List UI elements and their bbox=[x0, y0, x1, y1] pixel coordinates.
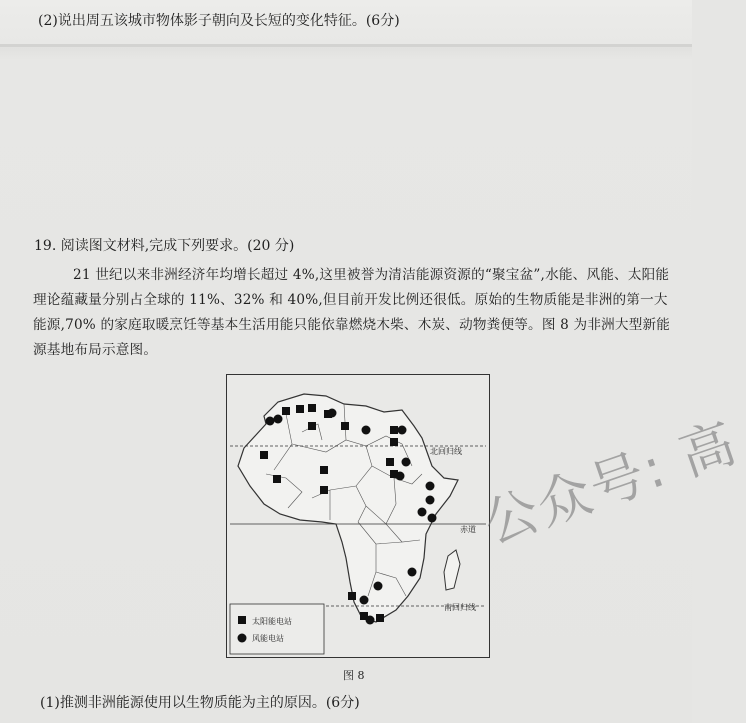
solar-station bbox=[376, 614, 384, 622]
wind-station bbox=[266, 417, 275, 426]
wind-station bbox=[426, 496, 435, 505]
legend bbox=[230, 604, 324, 654]
tropic-north-label: 北回归线 bbox=[430, 447, 462, 456]
solar-station bbox=[308, 422, 316, 430]
solar-station bbox=[308, 404, 316, 412]
wind-station bbox=[402, 458, 411, 467]
wind-station bbox=[396, 472, 405, 481]
wind-station bbox=[328, 409, 337, 418]
question-1: (1)推测非洲能源使用以生物质能为主的原因。(6分) bbox=[40, 695, 360, 711]
wind-station bbox=[408, 568, 417, 577]
legend-solar-label: 太阳能电站 bbox=[252, 617, 292, 626]
wind-station bbox=[418, 508, 427, 517]
wind-station bbox=[426, 482, 435, 491]
wind-station bbox=[274, 415, 283, 424]
question-2: (2)说出周五该城市物体影子朝向及长短的变化特征。(6分) bbox=[38, 13, 400, 29]
solar-station bbox=[341, 422, 349, 430]
solar-station bbox=[320, 466, 328, 474]
solar-station bbox=[386, 458, 394, 466]
solar-station bbox=[348, 592, 356, 600]
wind-station bbox=[398, 426, 407, 435]
solar-station bbox=[296, 405, 304, 413]
solar-station bbox=[273, 475, 281, 483]
equator-label: 赤道 bbox=[460, 525, 476, 534]
question-19-heading: 19. 阅读图文材料,完成下列要求。(20 分) bbox=[34, 238, 295, 254]
material-text: 21 世纪以来非洲经济年均增长超过 4%,这里被誉为清洁能源资源的“聚宝盆”,水能、风能、太阳能理论蕴藏量分别占全球的 11%、32% 和 40%,但目前开发比例还很低。原始的生物质能是非洲的第一大能源,70% 的家庭取暖烹饪等基本生活用能只能依靠燃烧木柴、木炭、动物粪便等。图 8 为非洲大型新能源基地布局示意图。 bbox=[33, 267, 671, 358]
watermark: 公众号: 高 bbox=[475, 410, 746, 556]
wind-station bbox=[428, 514, 437, 523]
figure-caption: 图 8 bbox=[343, 669, 365, 682]
wind-station bbox=[362, 426, 371, 435]
wind-station bbox=[374, 582, 383, 591]
solar-station bbox=[320, 486, 328, 494]
page-fold bbox=[0, 44, 692, 47]
solar-station bbox=[260, 451, 268, 459]
legend-wind-icon bbox=[238, 634, 247, 643]
tropic-south-label: 南回归线 bbox=[444, 603, 476, 612]
question-19-material bbox=[33, 263, 673, 363]
africa-energy-map bbox=[226, 374, 490, 658]
legend-solar-icon bbox=[238, 616, 246, 624]
wind-station bbox=[366, 616, 375, 625]
solar-station bbox=[390, 438, 398, 446]
solar-station bbox=[390, 426, 398, 434]
wind-station bbox=[360, 596, 369, 605]
legend-wind-label: 风能电站 bbox=[252, 634, 284, 643]
solar-station bbox=[282, 407, 290, 415]
